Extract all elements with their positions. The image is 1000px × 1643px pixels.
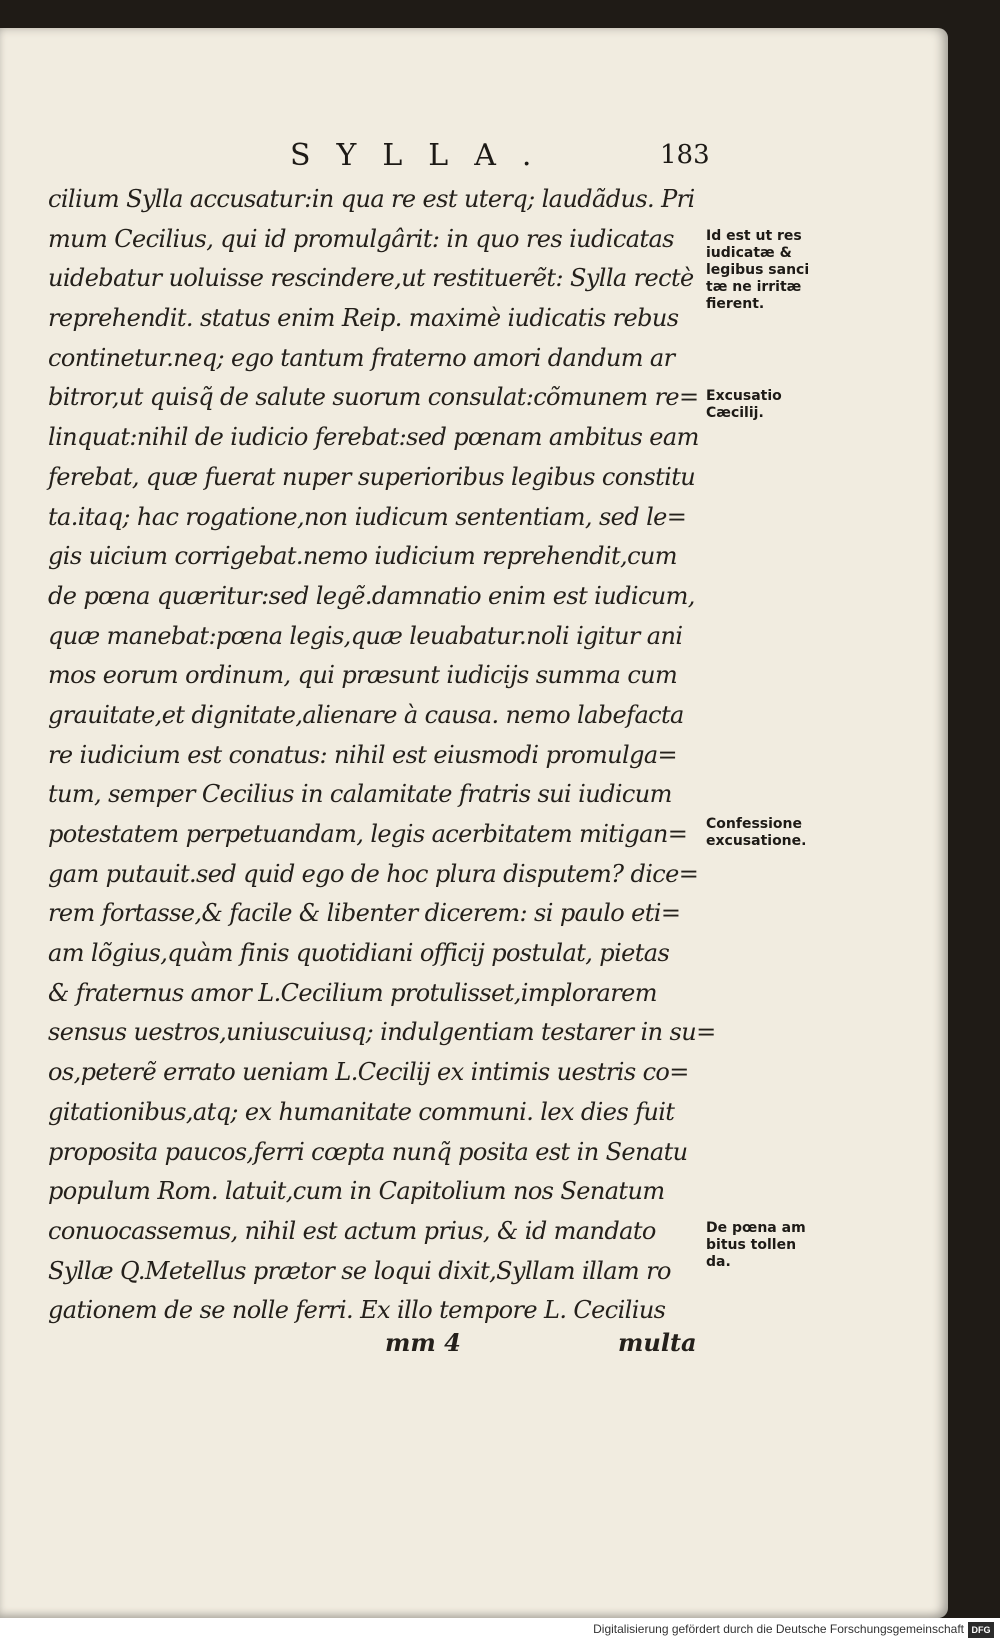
text-line: mum Cecilius, qui id promulgârit: in quo res iudicatas — [48, 224, 674, 253]
margin-note-line: Excusatio — [706, 388, 782, 404]
catchword: multa — [618, 1328, 697, 1357]
margin-note-line: iudicatæ & — [706, 245, 792, 261]
text-line: potestatem perpetuandam, legis acerbitatem mitigan= — [48, 820, 688, 848]
text-line: bitror,ut quisq̃ de salute suorum consulat:cõmunem re= — [48, 383, 699, 412]
text-line: tum, semper Cecilius in calamitate fratris sui iudicum — [48, 780, 672, 809]
text-line: sensus uestros,uniuscuiusq; indulgentiam testarer in su= — [48, 1018, 716, 1047]
text-line: reprehendit. status enim Reip. maximè iudicatis rebus — [48, 304, 679, 333]
margin-note-line: tæ ne irritæ — [706, 279, 802, 295]
page-number: 183 — [660, 140, 710, 170]
book-page — [0, 28, 948, 1618]
body-text — [48, 180, 716, 1331]
text-line: gationem de se nolle ferri. Ex illo tempore L. Cecilius — [48, 1296, 666, 1325]
running-head: SYLLA. — [290, 138, 558, 173]
text-line: quæ manebat:pœna legis,quæ leuabatur.noli igitur ani — [48, 621, 683, 650]
signature-mark: mm 4 — [385, 1328, 461, 1357]
text-line: Syllæ Q.Metellus prætor se loqui dixit,Syllam illam ro — [48, 1256, 671, 1285]
digitization-footer — [0, 1618, 1000, 1643]
margin-note-line: da. — [706, 1254, 731, 1270]
text-line: rem fortasse,& facile & libenter dicerem: si paulo eti= — [48, 899, 681, 928]
text-line: & fraternus amor L.Cecilium protulisset,implorarem — [48, 978, 657, 1007]
text-line: grauitate,et dignitate,alienare à causa. nemo labefacta — [48, 700, 684, 729]
text-line: de pœna quæritur:sed legẽ.damnatio enim est iudicum, — [48, 581, 695, 610]
margin-note-line: fierent. — [706, 296, 765, 312]
text-line: gam putauit.sed quid ego de hoc plura disputem? dice= — [48, 859, 699, 888]
margin-note-line: Cæcilij. — [706, 405, 764, 421]
margin-note-line: legibus sanci — [706, 262, 810, 278]
margin-note-line: bitus tollen — [706, 1237, 797, 1253]
margin-note-line: De pœna am — [706, 1220, 806, 1236]
margin-note — [706, 228, 836, 313]
text-line: mos eorum ordinum, qui præsunt iudicijs summa cum — [48, 661, 678, 690]
text-line: linquat:nihil de iudicio ferebat:sed pœnam ambitus eam — [48, 423, 699, 452]
text-line: am lõgius,quàm finis quotidiani officij postulat, pietas — [48, 939, 670, 968]
text-line: proposita paucos,ferri cœpta nunq̃ posita est in Senatu — [48, 1137, 688, 1166]
page-header — [0, 138, 720, 178]
catchline — [0, 1328, 700, 1368]
margin-note-line: excusatione. — [706, 833, 807, 849]
text-line: populum Rom. latuit,cum in Capitolium nos Senatum — [48, 1177, 665, 1206]
text-line: ferebat, quæ fuerat nuper superioribus legibus constitu — [48, 462, 696, 491]
text-line: conuocassemus, nihil est actum prius, & id mandato — [48, 1216, 656, 1245]
text-line: re iudicium est conatus: nihil est eiusmodi promulga= — [48, 740, 678, 769]
text-line: os,peterẽ errato ueniam L.Cecilij ex intimis uestris co= — [48, 1058, 689, 1087]
text-line: gitationibus,atq; ex humanitate communi. lex dies fuit — [48, 1097, 675, 1126]
margin-note — [706, 1220, 836, 1271]
funding-credit: Digitalisierung gefördert durch die Deutsche Forschungsgemeinschaft — [593, 1622, 964, 1636]
margin-note-line: Confessione — [706, 816, 802, 832]
dfg-logo: DFG — [968, 1622, 994, 1638]
margin-note — [706, 816, 836, 850]
text-line: ta.itaq; hac rogatione,non iudicum sententiam, sed le= — [48, 502, 687, 531]
margin-note — [706, 388, 836, 422]
margin-note-line: Id est ut res — [706, 228, 802, 244]
text-line: uidebatur uoluisse rescindere,ut restituerẽt: Sylla rectè — [48, 264, 694, 293]
text-line: cilium Sylla accusatur:in qua re est uterq; laudãdus. Pri — [48, 185, 695, 213]
text-line: continetur.neq; ego tantum fraterno amori dandum ar — [48, 343, 675, 372]
text-line: gis uicium corrigebat.nemo iudicium reprehendit,cum — [48, 542, 677, 571]
